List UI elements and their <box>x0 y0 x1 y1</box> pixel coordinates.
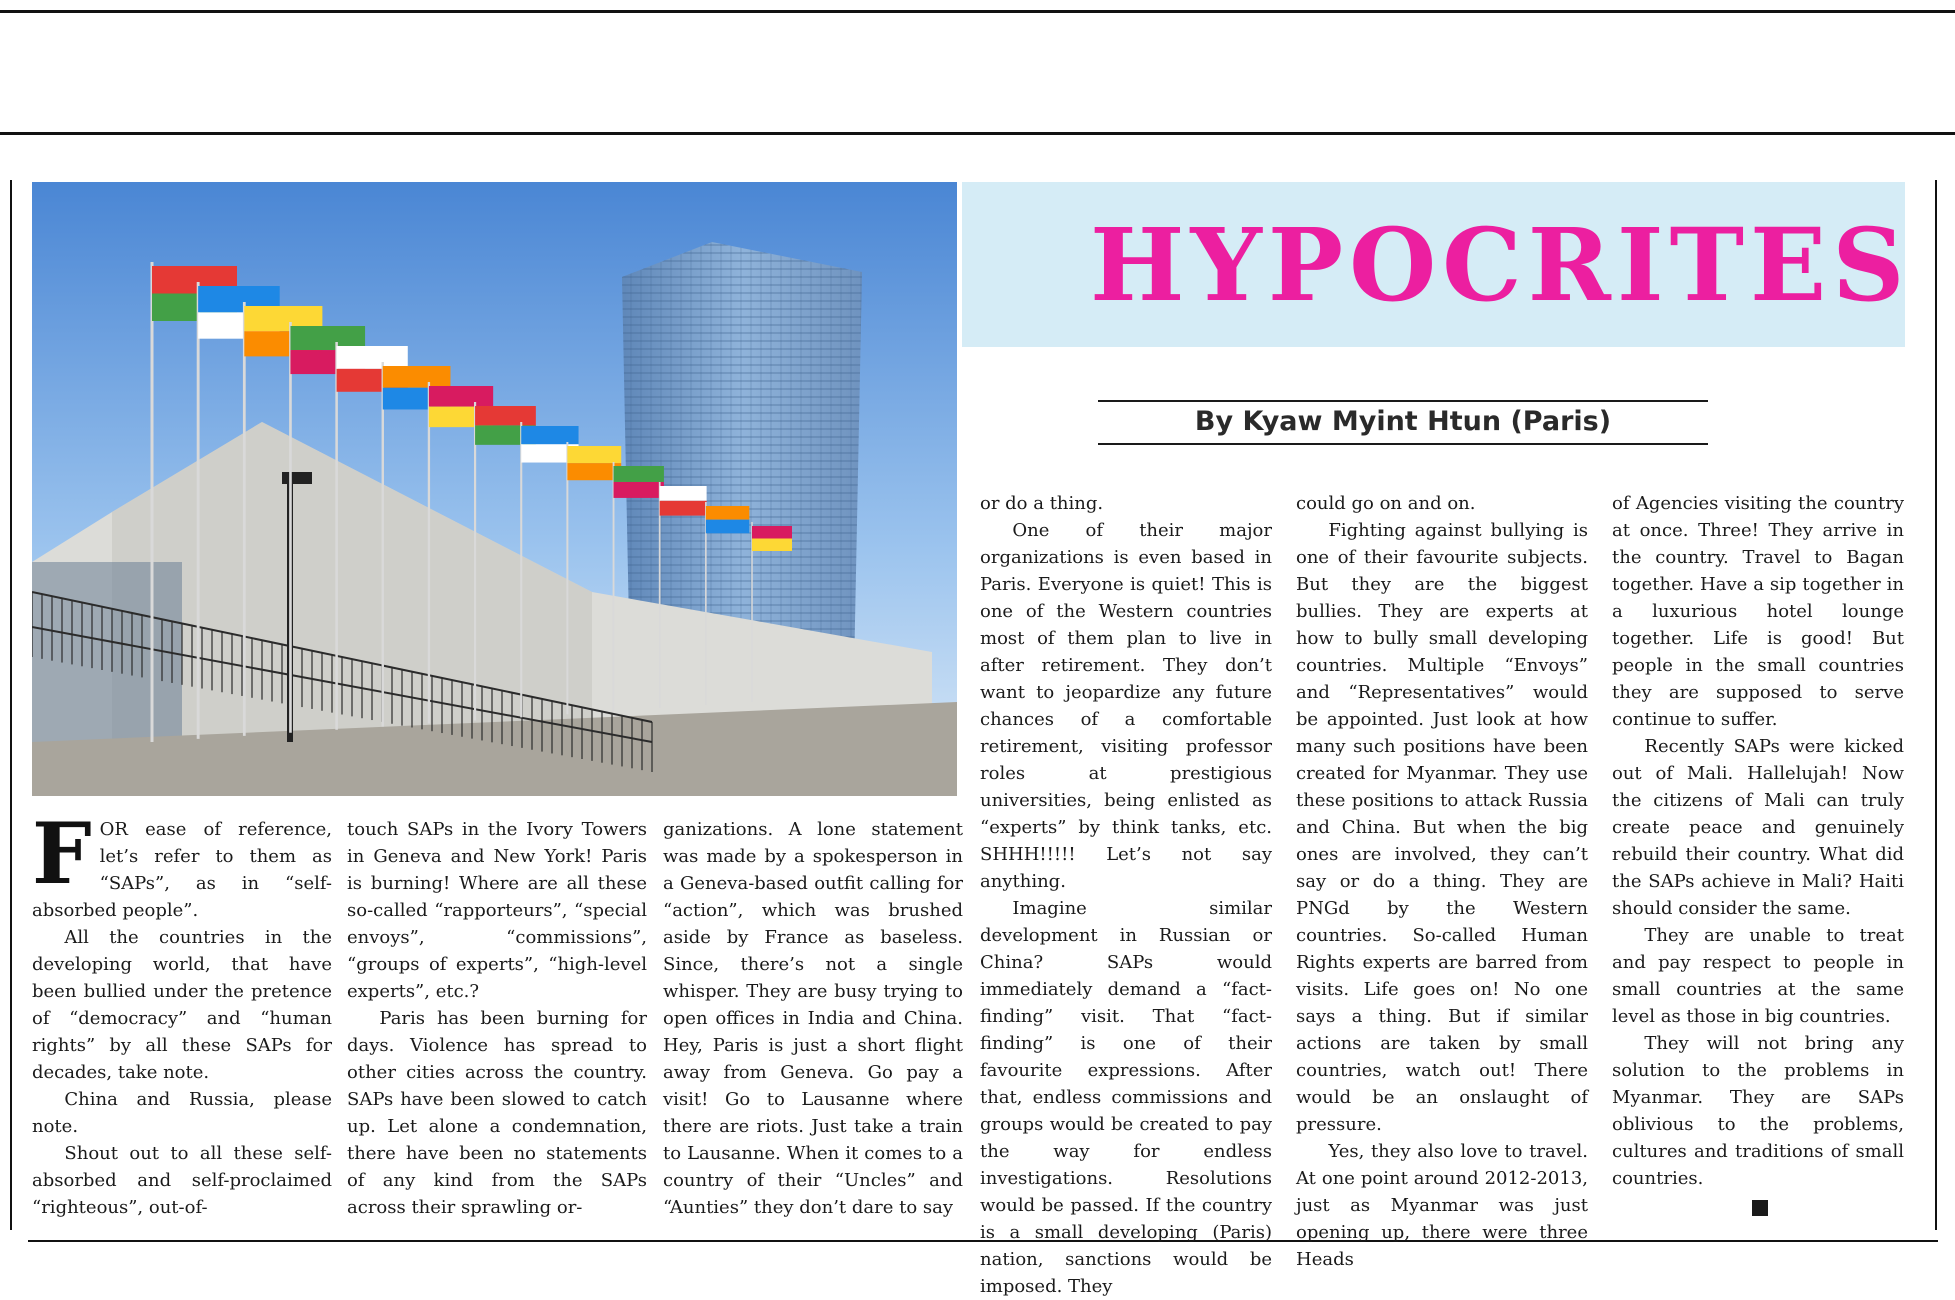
flag <box>660 486 707 501</box>
flag <box>567 446 621 463</box>
paragraph: Shout out to all these self-absorbed and self-proclaimed “righteous”, out-of- <box>32 1143 332 1218</box>
flag <box>383 366 451 388</box>
article-column-6 <box>1612 490 1904 1192</box>
paragraph: touch SAPs in the Ivory Towers in Geneva and New York! Paris is burning! Where are all these so-called “rapporteurs”, “special envoys”, “commissions”, “groups of experts”, “high-level experts”, etc.? <box>347 819 647 1002</box>
article-column-3 <box>663 816 963 1221</box>
paragraph: Imagine similar development in Russian or China? SAPs would immediately demand a “fact-finding” visit. That “fact-finding” is one of their favourite expressions. After that, endless commissions and groups would be created to pay the way for endless investigations. Resolutions would be passed. If the country is a small developing (Paris) nation, sanctions would be imposed. They <box>980 898 1272 1297</box>
paragraph: of Agencies visiting the country at once. Three! They arrive in the country. Travel to Bagan together. Have a sip together in a luxurious hotel lounge together. Life is good! But people in the small countries they are supposed to serve continue to suffer. <box>1612 493 1904 730</box>
flag <box>660 501 707 516</box>
right-margin-rule <box>1935 180 1937 1230</box>
headline: HYPOCRITES <box>1090 206 1911 324</box>
flag <box>337 346 408 369</box>
flag <box>614 466 664 482</box>
header-divider-rule <box>0 132 1955 135</box>
flag <box>429 386 493 407</box>
paragraph: China and Russia, please note. <box>32 1089 332 1137</box>
paragraph: or do a thing. <box>980 493 1104 514</box>
byline-rule-bottom <box>1098 443 1708 445</box>
article-photo <box>32 182 957 796</box>
top-rule <box>0 10 1955 13</box>
un-headquarters-illustration <box>32 182 957 796</box>
paragraph: One of their major organizations is even based in Paris. Everyone is quiet! This is one of the Western countries most of them plan to live in after retirement. They don’t want to jeopardize any future chances of a comfortable retirement, visiting professor roles at prestigious universities, being enlisted as “experts” by think tanks, etc. SHHH!!!!! Let’s not say anything. <box>980 520 1272 892</box>
drop-cap: F <box>32 804 92 903</box>
byline: By Kyaw Myint Htun (Paris) <box>1194 406 1612 437</box>
flag <box>521 426 578 444</box>
article-column-4 <box>980 490 1272 1300</box>
article-column-1 <box>32 804 332 1221</box>
paragraph: could go on and on. <box>1296 493 1476 514</box>
end-of-article-mark <box>1752 1200 1768 1216</box>
paragraph: Yes, they also love to travel. At one point around 2012-2013, just as Myanmar was just opening up, there were three Heads <box>1296 1141 1588 1270</box>
flag <box>706 506 749 520</box>
paragraph: ganizations. A lone statement was made by a spokesperson in a Geneva-based outfit calling for “action”, which was brushed aside by France as baseless. Since, there’s not a single whisper. They are busy trying to open offices in India and China. Hey, Paris is just a short flight away from Geneva. Go pay a visit! Go to Lausanne where there are riots. Just take a train to Lausanne. When it comes to a country of their “Uncles” and “Aunties” they don’t dare to say <box>663 819 963 1218</box>
flag <box>706 520 749 534</box>
article-column-2 <box>347 816 647 1221</box>
paragraph: They will not bring any solution to the problems in Myanmar. They are SAPs oblivious to the problems, cultures and traditions of small countries. <box>1612 1033 1904 1189</box>
paragraph: Recently SAPs were kicked out of Mali. Hallelujah! Now the citizens of Mali can truly create peace and genuinely rebuild their country. What did the SAPs achieve in Mali? Haiti should consider the same. <box>1612 736 1904 919</box>
left-margin-rule <box>10 180 12 1230</box>
flag <box>752 539 792 552</box>
article-column-5 <box>1296 490 1588 1273</box>
paragraph: Paris has been burning for days. Violence has spread to other cities across the country. SAPs have been slowed to catch up. Let alone a condemnation, there have been no statements of any kind from the SAPs across their sprawling or- <box>347 1008 647 1218</box>
paragraph: All the countries in the developing world, that have been bullied under the pretence of “democracy” and “human rights” by all these SAPs for decades, take note. <box>32 927 332 1083</box>
flag <box>614 482 664 498</box>
flag <box>475 406 536 425</box>
paragraph: They are unable to treat and pay respect to people in small countries at the same level as those in big countries. <box>1612 925 1904 1027</box>
flag <box>752 526 792 539</box>
paragraph: FOR ease of reference, let’s refer to them as “SAPs”, as in “self-absorbed people”. <box>32 804 332 921</box>
paragraph: Fighting against bullying is one of their favourite subjects. But they are the biggest bullies. They are experts at how to bully small developing countries. Multiple “Envoys” and “Representatives” would be appointed. Just look at how many such positions have been created for Myanmar. They use these positions to attack Russia and China. But when the big ones are involved, they can’t say or do a thing. They are PNGd by the Western countries. So-called Human Rights experts are barred from visits. Life goes on! No one says a thing. But if similar actions are taken by small countries, watch out! There would be an onslaught of pressure. <box>1296 520 1588 1135</box>
